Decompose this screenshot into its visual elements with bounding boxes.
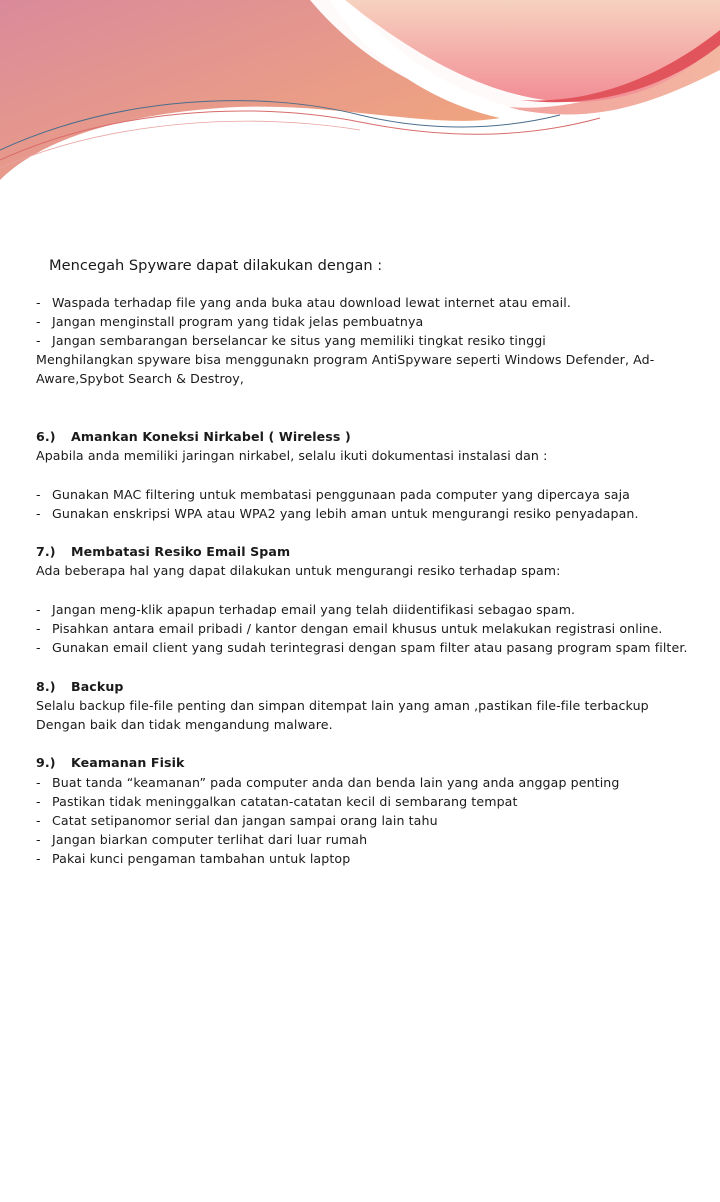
section-6-bullet-1: - Gunakan MAC filtering untuk membatasi penggunaan pada computer yang dipercaya saja [36,487,630,502]
section-8-heading: 8.) Backup [36,679,124,694]
section-7-heading: 7.) Membatasi Resiko Email Spam [36,544,291,559]
spyware-bullet-3: - Jangan sembarangan berselancar ke situs yang memiliki tingkat resiko tinggi [36,333,546,348]
section-7-bullet-1: - Jangan meng-klik apapun terhadap email yang telah diidentifikasi sebagao spam. [36,602,576,617]
section-8-desc-line-1: Selalu backup file-file penting dan simpan ditempat lain yang aman ,pastikan file-file terbackup [36,698,649,713]
section-9-bullet-4: - Jangan biarkan computer terlihat dari luar rumah [36,832,368,847]
section-9-bullet-3: - Catat setipanomor serial dan jangan sampai orang lain tahu [36,813,438,828]
section-7-bullet-3: - Gunakan email client yang sudah terintegrasi dengan spam filter atau pasang program spam filter. [36,640,688,655]
section-6-bullet-2: - Gunakan enskripsi WPA atau WPA2 yang lebih aman untuk mengurangi resiko penyadapan. [36,506,639,521]
header-wave-decoration [0,0,720,200]
section-7-desc: Ada beberapa hal yang dapat dilakukan untuk mengurangi resiko terhadap spam: [36,563,561,578]
spyware-note: Menghilangkan spyware bisa menggunakn program AntiSpyware seperti Windows Defender, Ad-Aware,Spybot Search & Destroy, [36,352,655,386]
section-9-bullet-2: - Pastikan tidak meninggalkan catatan-catatan kecil di sembarang tempat [36,794,518,809]
spyware-bullet-1: - Waspada terhadap file yang anda buka atau download lewat internet atau email. [36,295,571,310]
section-6-heading: 6.) Amankan Koneksi Nirkabel ( Wireless ) [36,429,351,444]
spyware-bullet-2: - Jangan menginstall program yang tidak jelas pembuatnya [36,314,424,329]
section-9-bullet-1: - Buat tanda “keamanan” pada computer anda dan benda lain yang anda anggap penting [36,775,620,790]
section-6-desc: Apabila anda memiliki jaringan nirkabel, selalu ikuti dokumentasi instalasi dan : [36,448,548,463]
section-7-bullet-2: - Pisahkan antara email pribadi / kantor dengan email khusus untuk melakukan registrasi online. [36,621,663,636]
section-8-desc-line-2: Dengan baik dan tidak mengandung malware. [36,717,333,732]
section-9-bullet-5: - Pakai kunci pengaman tambahan untuk laptop [36,851,351,866]
intro-text: Mencegah Spyware dapat dilakukan dengan : [49,257,383,274]
section-9-heading: 9.) Keamanan Fisik [36,755,185,770]
